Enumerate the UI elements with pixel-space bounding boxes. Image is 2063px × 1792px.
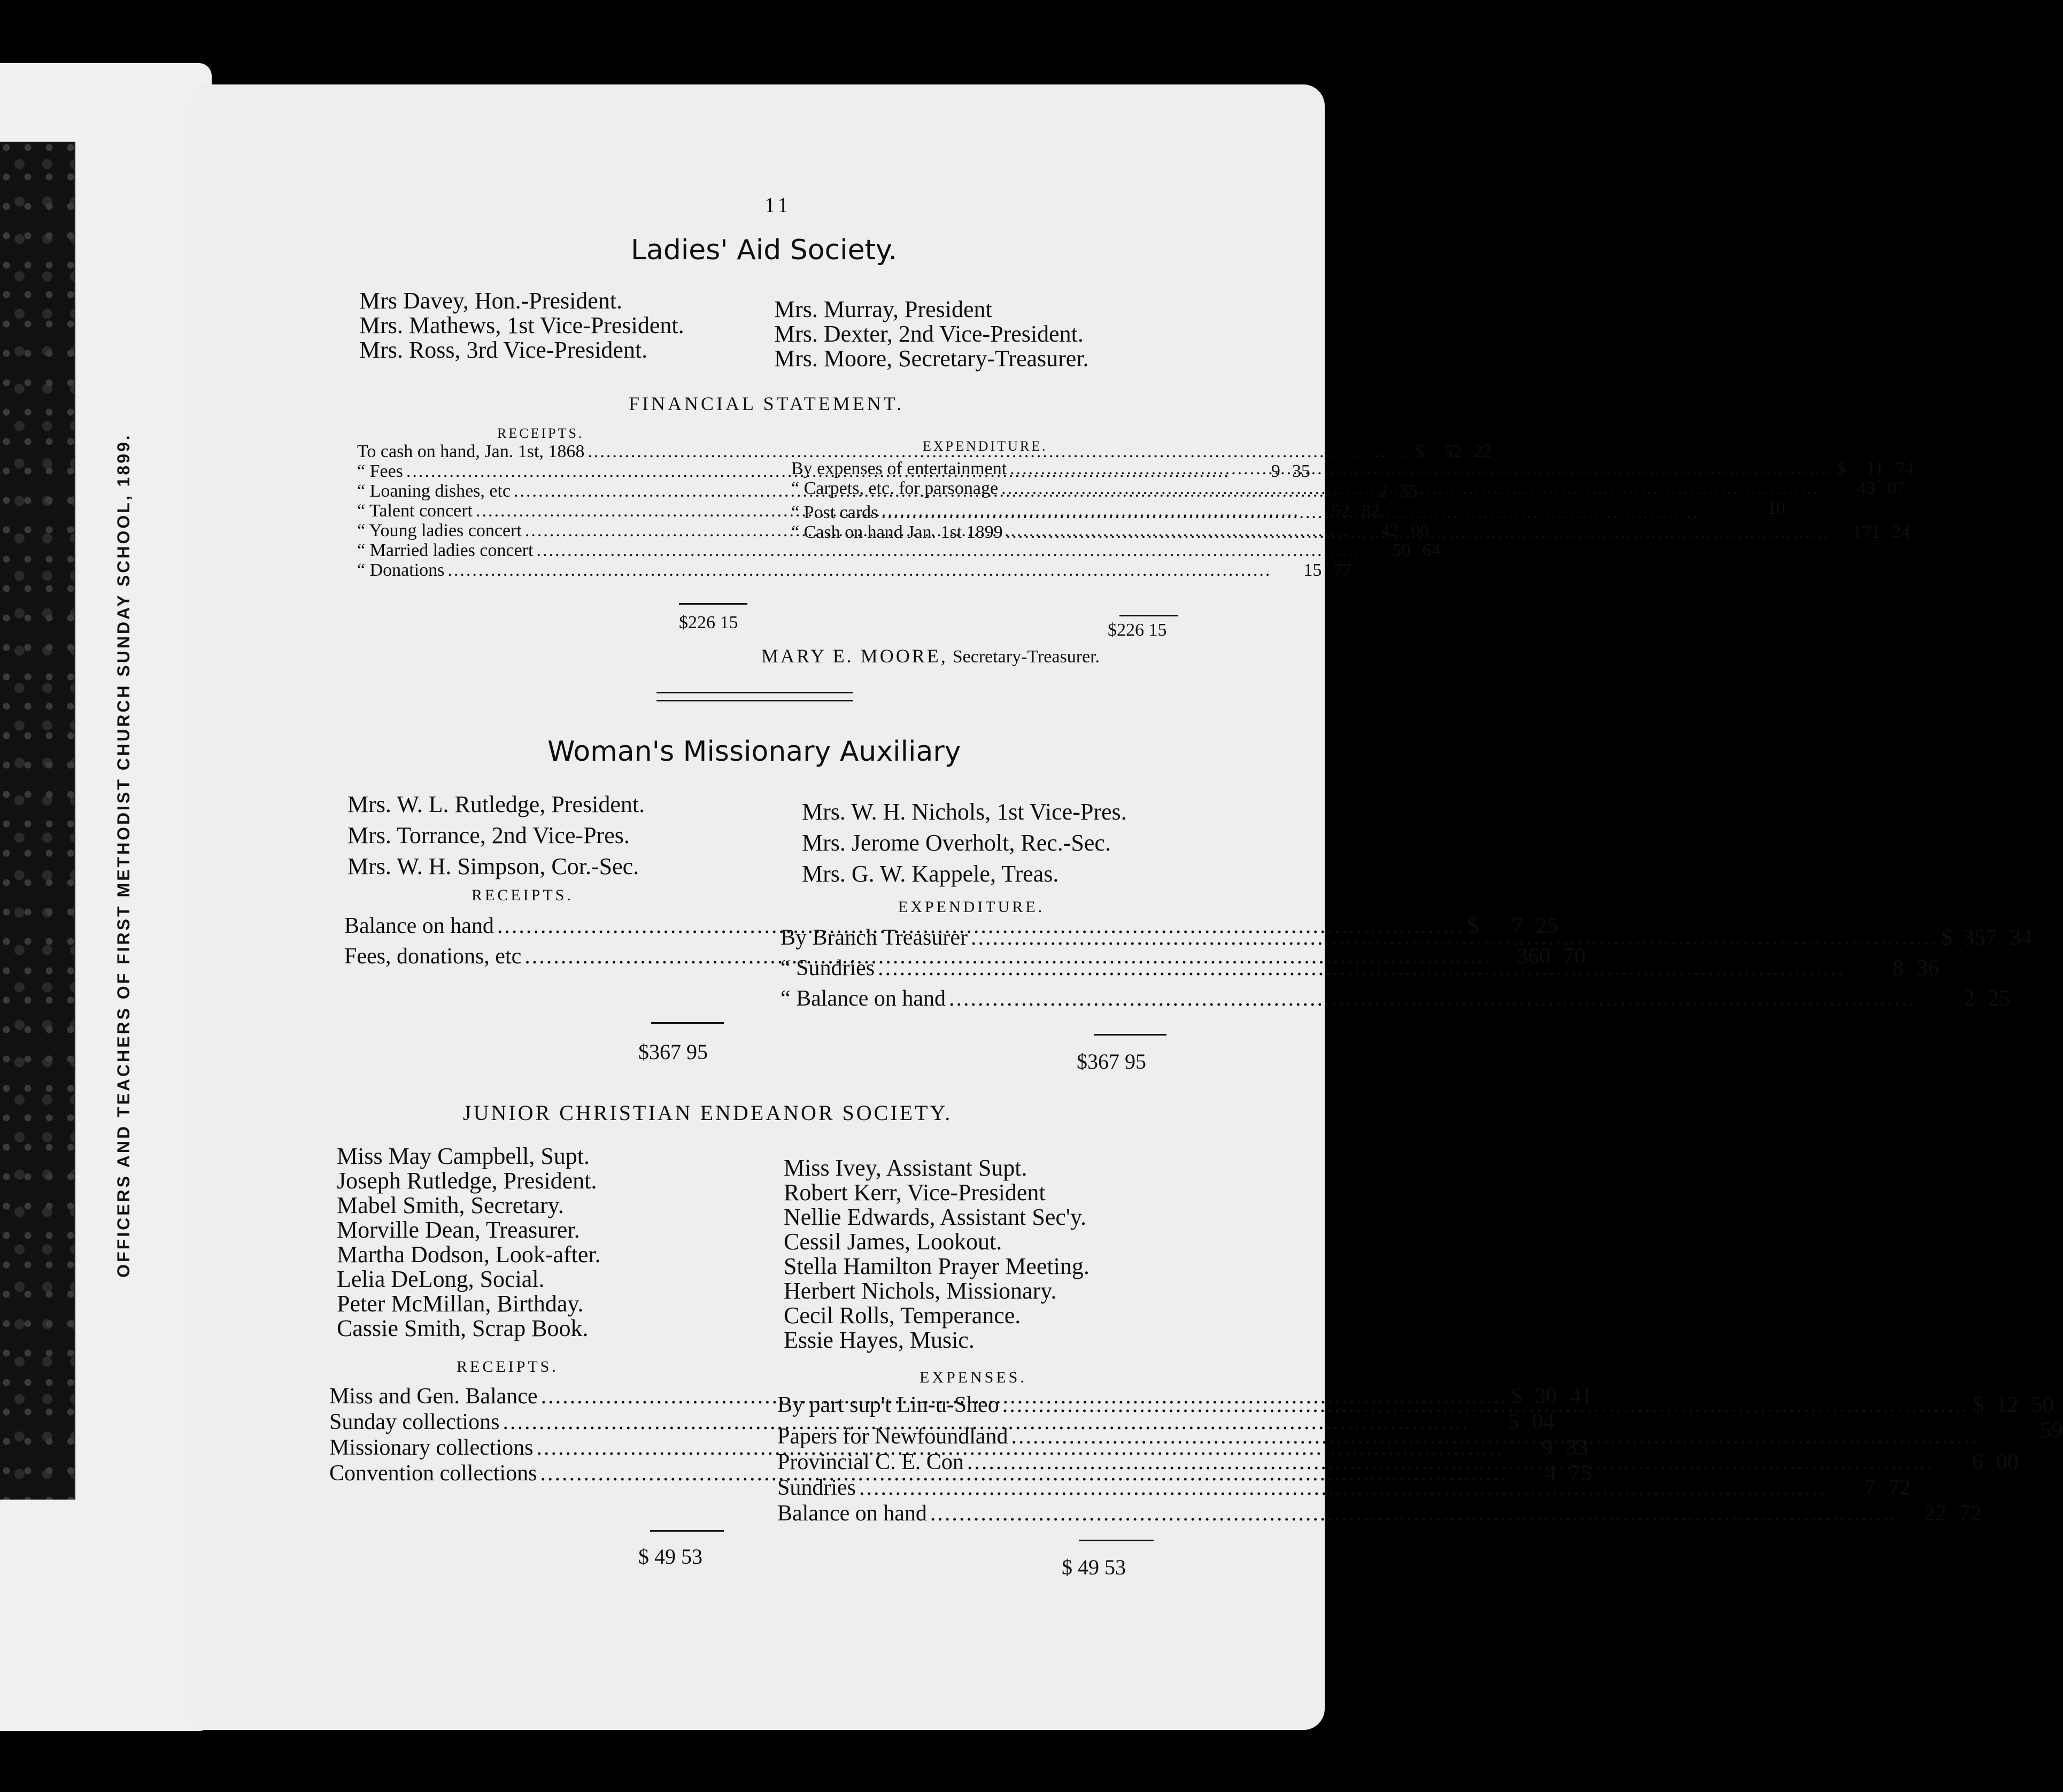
- ledger-amount: [1862, 953, 1939, 984]
- amount-dollars: 4: [1545, 1461, 1557, 1486]
- ledger-amount: [1720, 498, 1785, 518]
- officer-line: Morville Dean, Treasurer.: [337, 1217, 580, 1243]
- amount-cents: 00: [1996, 1450, 2019, 1474]
- ladies-aid-receipts-total: $226 15: [679, 613, 738, 632]
- officer-line: Miss Ivey, Assistant Supt.: [784, 1155, 1027, 1181]
- signature-name: MARY E. MOORE,: [761, 645, 948, 667]
- amount-cents: 59: [2040, 1418, 2063, 1443]
- ledger-amount: [1845, 522, 1910, 542]
- amount-cents: 25: [1535, 914, 1558, 938]
- leader-dots: [998, 478, 1828, 498]
- amount-dollars: 11: [1866, 459, 1884, 478]
- ledger-label: “ Cash on hand Jan. 1st 1899: [791, 522, 1003, 542]
- ladies-aid-receipts-heading: RECEIPTS.: [497, 426, 584, 441]
- ledger-label: “ Fees: [357, 461, 403, 481]
- missionary-expenditure-total: $367 95: [1077, 1049, 1146, 1073]
- amount-dollars: 2: [1379, 481, 1388, 501]
- ledger-label: “ Donations: [357, 560, 445, 580]
- amount-dollars: 8: [1892, 956, 1904, 980]
- ledger-label: Balance on hand: [344, 914, 494, 938]
- officer-line: Mrs. Dexter, 2nd Vice-President.: [774, 321, 1084, 347]
- amount-cents: 04: [1532, 1410, 1555, 1434]
- missionary-officers-right: [802, 797, 1127, 890]
- amount-dollars: 43: [1857, 478, 1876, 498]
- officer-line: Mrs. G. W. Kappele, Treas.: [802, 861, 1059, 887]
- amount-dollars: 171: [1852, 522, 1880, 542]
- ledger-label: “ Married ladies concert: [357, 540, 534, 560]
- officer-line: Lelia DeLong, Social.: [337, 1266, 545, 1292]
- ledger-label: Balance on hand: [777, 1501, 927, 1526]
- ledger-amount: [1286, 560, 1351, 580]
- ledger-amount: [1849, 459, 1914, 478]
- ledger-label: To cash on hand, Jan. 1st, 1868: [357, 442, 585, 461]
- ledger-row: [329, 1409, 1555, 1435]
- amount-cents: 10: [1767, 498, 1786, 518]
- amount-dollars: 52: [1443, 442, 1462, 461]
- ledger-label: Sundries: [777, 1476, 856, 1500]
- amount-cents: 70: [1563, 944, 1586, 969]
- amount-cents: 33: [1565, 1435, 1588, 1460]
- amount-cents: 64: [1422, 540, 1441, 560]
- ledger-label: “ Post cards: [791, 503, 878, 522]
- amount-cents: 75: [1569, 1461, 1592, 1486]
- leader-dots: [1003, 522, 1833, 542]
- amount-cents: 00: [1410, 521, 1429, 540]
- amount-dollars: 2: [1964, 986, 1975, 1011]
- junior-ce-title: JUNIOR CHRISTIAN ENDEANOR SOCIETY.: [463, 1101, 953, 1125]
- officer-line: Mrs. W. L. Rutledge, President.: [347, 791, 645, 817]
- amount-cents: 22: [1473, 442, 1492, 461]
- officer-line: Stella Hamilton Prayer Meeting.: [784, 1253, 1090, 1279]
- amount-dollars: 15: [1303, 560, 1322, 580]
- amount-cents: 25: [1988, 986, 2011, 1011]
- ledger-label: Sunday collections: [329, 1410, 500, 1434]
- officer-line: Mrs. Jerome Overholt, Rec.-Sec.: [802, 830, 1111, 856]
- amount-cents: 34: [2009, 925, 2032, 950]
- missionary-receipts-heading: RECEIPTS.: [472, 886, 574, 904]
- officer-line: Mrs. W. H. Nichols, 1st Vice-Pres.: [802, 799, 1127, 825]
- amount-dollars: 9: [1271, 461, 1280, 481]
- amount-cents: 36: [1917, 956, 1940, 980]
- amount-cents: 07: [1887, 478, 1906, 498]
- ledger-row: [777, 1475, 1911, 1501]
- officer-line: Mrs. Torrance, 2nd Vice-Pres.: [347, 822, 630, 848]
- amount-dollars: 42: [1380, 521, 1399, 540]
- facing-page-caption: OFFICERS AND TEACHERS OF FIRST METHODIST CHURCH SUNDAY SCHOOL, 1899.: [113, 433, 133, 1278]
- ledger-label: Missionary collections: [329, 1435, 534, 1460]
- dollar-sign: $: [1941, 925, 1952, 950]
- dollar-sign: $: [1415, 442, 1424, 461]
- ledger-amount: [1996, 1418, 2063, 1443]
- ledger-label: “ Young ladies concert: [357, 521, 522, 540]
- amount-dollars: [1996, 1418, 2028, 1443]
- leader-dots: [1007, 459, 1837, 478]
- leader-dots: [946, 984, 1919, 1014]
- junior-ce-receipts-total: $ 49 53: [638, 1544, 702, 1569]
- junior-ce-expenses-rule: [1079, 1540, 1154, 1541]
- missionary-expenditure-rule: [1094, 1034, 1166, 1036]
- ledger-amount: [1951, 1449, 2019, 1475]
- ladies-aid-expenditure-rule: [1119, 615, 1178, 616]
- ledger-row: [357, 540, 1441, 560]
- ledger-amount: [1914, 1501, 1982, 1526]
- ledger-label: By Branch Treasurer: [781, 925, 968, 950]
- financial-statement-title: FINANCIAL STATEMENT.: [629, 393, 905, 414]
- ledger-label: Convention collections: [329, 1461, 537, 1486]
- ladies-aid-signature: [761, 645, 1100, 667]
- dollar-sign: $: [1467, 914, 1479, 938]
- ledger-amount: [1843, 1475, 1911, 1501]
- amount-dollars: 9: [1541, 1435, 1553, 1460]
- junior-ce-expenses-heading: EXPENSES.: [920, 1369, 1027, 1386]
- amount-dollars: 30: [1534, 1384, 1557, 1409]
- officer-line: Mrs. Murray, President: [774, 296, 992, 322]
- amount-dollars: 52: [1332, 501, 1350, 521]
- amount-dollars: 22: [1923, 1501, 1946, 1526]
- amount-dollars: 7: [1511, 914, 1523, 938]
- ledger-label: “ Sundries: [781, 956, 875, 980]
- amount-cents: 77: [1333, 560, 1352, 580]
- amount-dollars: 5: [1508, 1410, 1519, 1434]
- ladies-aid-title: Ladies' Aid Society.: [631, 234, 897, 266]
- ledger-amount: [1933, 984, 2010, 1014]
- officer-line: Joseph Rutledge, President.: [337, 1168, 597, 1194]
- amount-dollars: 50: [1392, 540, 1411, 560]
- junior-ce-receipts-rule: [650, 1530, 724, 1532]
- officer-line: Mrs. Ross, 3rd Vice-President.: [359, 337, 648, 363]
- amount-cents: 74: [1896, 459, 1914, 478]
- amount-dollars: 6: [1972, 1450, 1983, 1474]
- officer-line: Peter McMillan, Birthday.: [337, 1291, 584, 1317]
- officer-line: Mrs Davey, Hon.-President.: [359, 288, 623, 314]
- ledger-label: “ Carpets, etc. for parsonage: [791, 478, 999, 498]
- officer-line: Martha Dodson, Look-after.: [337, 1241, 601, 1268]
- leader-dots: [444, 560, 1274, 580]
- leader-dots: [878, 503, 1708, 522]
- amount-dollars: 360: [1517, 944, 1551, 969]
- leader-dots: [1008, 1424, 1982, 1449]
- ladies-aid-expenditure-total: $226 15: [1108, 620, 1167, 640]
- ladies-aid-receipts-rule: [679, 603, 747, 605]
- ledger-amount: [1987, 1392, 2054, 1418]
- junior-ce-officers-left: [337, 1144, 601, 1341]
- ledger-label: By expenses of entertainment: [791, 459, 1007, 478]
- ledger-label: Miss and Gen. Balance: [329, 1384, 538, 1409]
- missionary-expenditure-heading: EXPENDITURE.: [898, 898, 1045, 916]
- amount-dollars: 357: [1962, 925, 1997, 950]
- ledger-label: “ Talent concert: [357, 501, 473, 521]
- ledger-label: By part sup't Lin-u-Sheo: [777, 1393, 999, 1417]
- ledger-label: Provincial C. E. Con: [777, 1450, 964, 1474]
- junior-ce-expenses-total: $ 49 53: [1062, 1555, 1126, 1579]
- officer-line: Robert Kerr, Vice-President: [784, 1179, 1046, 1206]
- dollar-sign: $: [1972, 1393, 1984, 1417]
- leader-dots: [999, 1392, 1973, 1418]
- ledger-row: [357, 560, 1352, 580]
- ledger-row: [781, 984, 2011, 1014]
- leader-dots: [927, 1501, 1900, 1526]
- amount-cents: 72: [1959, 1501, 1982, 1526]
- amount-cents: 35: [1292, 461, 1310, 481]
- dollar-sign: $: [1511, 1384, 1523, 1409]
- missionary-receipts-total: $367 95: [638, 1040, 708, 1064]
- leader-dots: [875, 953, 1848, 984]
- leader-dots: [533, 540, 1363, 560]
- officer-line: Cecil Rolls, Temperance.: [784, 1302, 1021, 1328]
- amount-cents: 35: [1400, 481, 1418, 501]
- leader-dots: [856, 1475, 1829, 1501]
- amount-cents: 50: [2031, 1393, 2054, 1417]
- page-number: 11: [764, 193, 792, 217]
- dollar-sign: $: [1837, 459, 1846, 478]
- ledger-amount: [1375, 540, 1440, 560]
- signature-role: Secretary-Treasurer.: [952, 647, 1100, 667]
- missionary-officers-left: [347, 789, 645, 882]
- ledger-label: “ Balance on hand: [781, 986, 946, 1011]
- officer-line: Mrs. Mathews, 1st Vice-President.: [359, 312, 684, 338]
- officer-line: Mrs. W. H. Simpson, Cor.-Sec.: [347, 853, 639, 879]
- ledger-label: Papers for Newfoundland: [777, 1424, 1008, 1449]
- junior-ce-officers-right: [784, 1156, 1090, 1353]
- junior-ce-receipts-heading: RECEIPTS.: [457, 1358, 559, 1376]
- officer-line: Miss May Campbell, Supt.: [337, 1143, 590, 1169]
- leader-dots: [964, 1449, 1937, 1475]
- amount-cents: 24: [1891, 522, 1910, 542]
- officer-line: Nellie Edwards, Assistant Sec'y.: [784, 1204, 1086, 1230]
- section-divider: [656, 692, 853, 701]
- officer-line: Cassie Smith, Scrap Book.: [337, 1315, 589, 1341]
- ledger-label: “ Loaning dishes, etc: [357, 481, 511, 501]
- officer-line: Mabel Smith, Secretary.: [337, 1192, 564, 1218]
- officer-line: Essie Hayes, Music.: [784, 1327, 975, 1353]
- ladies-aid-officers-right: [774, 297, 1089, 371]
- officer-line: Mrs. Moore, Secretary-Treasurer.: [774, 345, 1089, 372]
- ledger-label: Fees, donations, etc: [344, 944, 522, 969]
- amount-dollars: 7: [1864, 1476, 1875, 1500]
- amount-dollars: 12: [1996, 1393, 2019, 1417]
- ladies-aid-officers-left: [359, 289, 684, 362]
- officer-line: Cessil James, Lookout.: [784, 1229, 1002, 1255]
- amount-cents: 72: [1888, 1476, 1911, 1500]
- ladies-aid-expenditure-heading: EXPENDITURE.: [923, 438, 1048, 454]
- ledger-amount: [1955, 923, 2032, 953]
- ledger-row: [777, 1501, 1982, 1526]
- missionary-receipts-rule: [651, 1022, 724, 1024]
- leader-dots: [968, 923, 1941, 953]
- missionary-title: Woman's Missionary Auxiliary: [547, 736, 961, 768]
- officer-line: Herbert Nichols, Missionary.: [784, 1278, 1057, 1304]
- amount-cents: 41: [1570, 1384, 1593, 1409]
- amount-dollars: [1720, 498, 1755, 518]
- amount-cents: 82: [1362, 501, 1380, 521]
- ledger-amount: [1840, 478, 1905, 498]
